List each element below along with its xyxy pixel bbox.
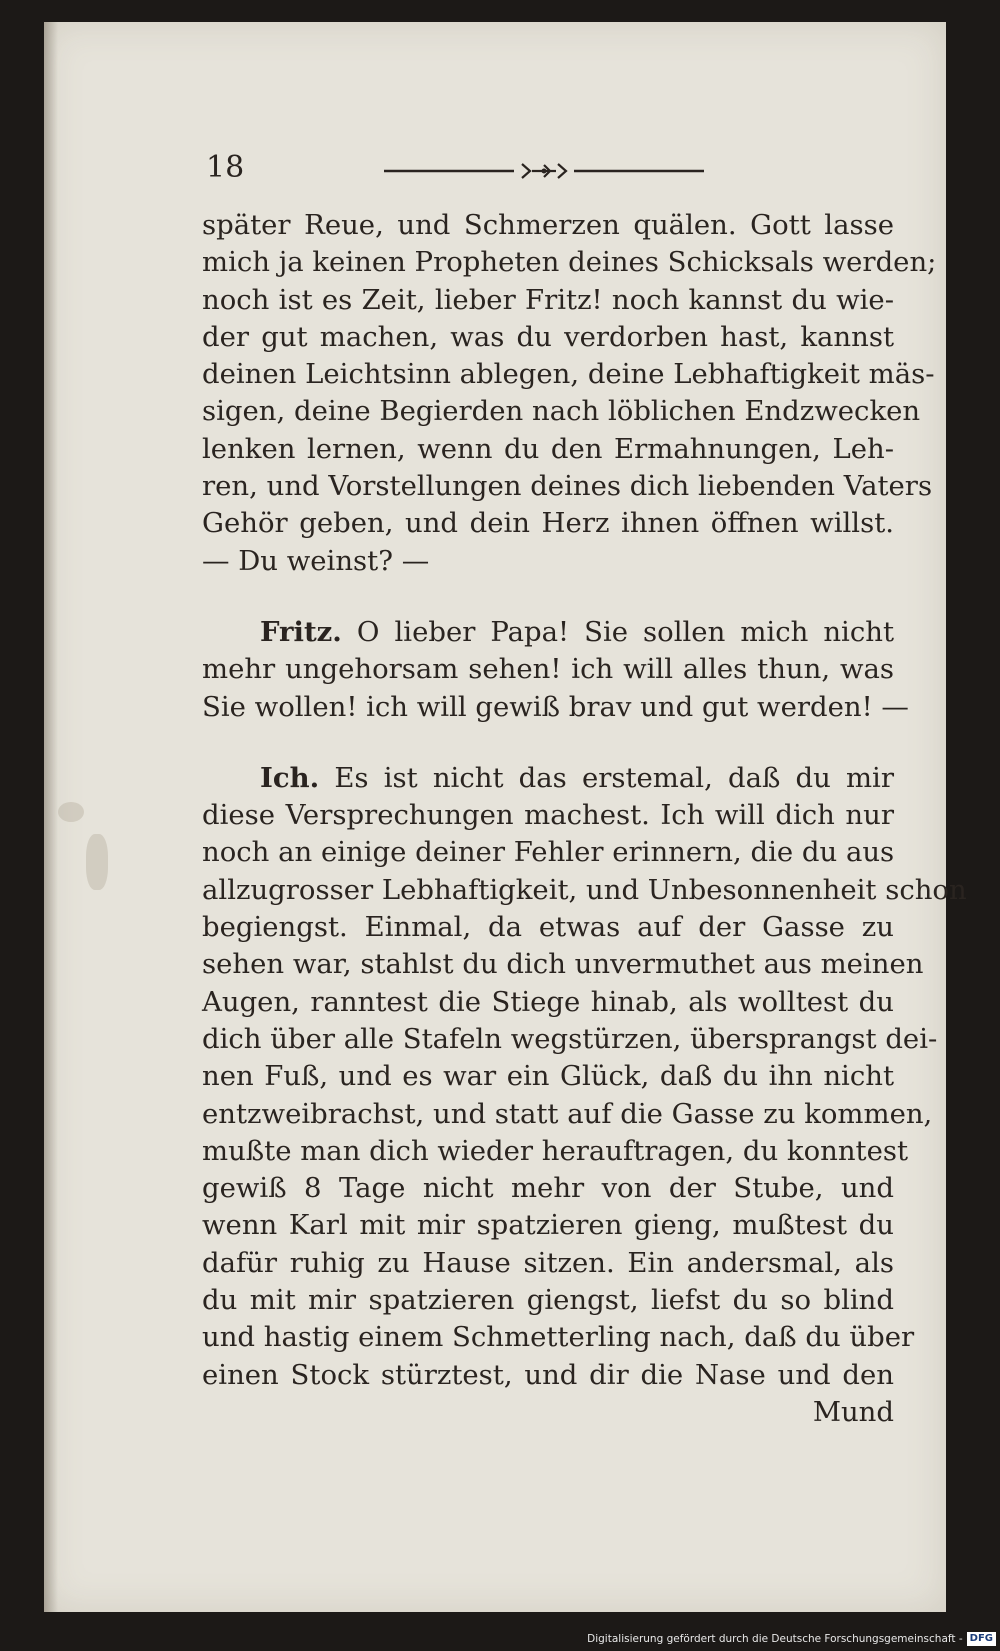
text-line: Gehör geben, und dein Herz ihnen öffnen willst. (202, 507, 894, 540)
dialogue-text: O lieber Papa! Sie sollen mich nicht (356, 615, 894, 648)
text-line: und hastig einem Schmetterling nach, daß du über (202, 1321, 915, 1354)
text-line: ren, und Vorstellungen deines dich liebenden Vaters (202, 470, 933, 503)
digitization-footer (587, 1631, 996, 1647)
text-line: gewiß 8 Tage nicht mehr von der Stube, und (202, 1172, 894, 1205)
text-line: nen Fuß, und es war ein Glück, daß du ihn nicht (202, 1060, 894, 1093)
paragraph-gap (202, 726, 894, 760)
text-line: Augen, ranntest die Stiege hinab, als wolltest du (202, 985, 894, 1018)
dialogue-line-first (202, 760, 894, 797)
catchword: Mund (812, 1395, 894, 1428)
text-line: der gut machen, was du verdorben hast, kannst (202, 320, 894, 353)
text-line: noch an einige deiner Fehler erinnern, die du aus (202, 836, 895, 869)
text-line: du mit mir spatzieren giengst, liefst du so blind (202, 1284, 894, 1317)
text-line: dich über alle Stafeln wegstürzen, übersprangst dei- (202, 1022, 938, 1055)
text-line: einen Stock stürztest, und dir die Nase und den (202, 1358, 894, 1391)
text-line: wenn Karl mit mir spatzieren gieng, mußtest du (202, 1209, 894, 1242)
spine-shadow (44, 22, 58, 1612)
book-page (44, 22, 967, 1612)
text-line: deinen Leichtsinn ablegen, deine Lebhaftigkeit mäs- (202, 358, 935, 391)
text-line: sehen war, stahlst du dich unvermuthet aus meinen (202, 948, 924, 981)
text-line: diese Versprechungen machest. Ich will dich nur (202, 799, 894, 832)
paper-stain (58, 802, 84, 822)
dfg-logo-icon: DFG (967, 1632, 996, 1646)
header-ornament (384, 160, 704, 182)
dialogue-line-first (202, 614, 894, 651)
text-line: entzweibrachst, und statt auf die Gasse zu kommen, (202, 1097, 933, 1130)
text-line: begiengst. Einmal, da etwas auf der Gasse zu (202, 911, 894, 944)
text-line: Sie wollen! ich will gewiß brav und gut werden! — (202, 690, 909, 723)
footer-text: Digitalisierung gefördert durch die Deutsche Forschungsgemeinschaft - (587, 1633, 963, 1645)
text-line: später Reue, und Schmerzen quälen. Gott lasse (202, 209, 894, 241)
body-text (202, 207, 967, 1431)
speaker-name: Fritz. (260, 615, 342, 648)
text-line: mehr ungehorsam sehen! ich will alles thun, was (202, 653, 894, 686)
text-line: mußte man dich wieder herauftragen, du konntest (202, 1134, 909, 1167)
page-number: 18 (206, 150, 245, 185)
paper-stain (86, 834, 108, 890)
text-line: lenken lernen, wenn du den Ermahnungen, Leh- (202, 432, 894, 465)
text-line: sigen, deine Begierden nach löblichen Endzwecken (202, 395, 921, 428)
speaker-name: Ich. (260, 761, 320, 794)
text-line: mich ja keinen Propheten deines Schicksals werden; (202, 246, 937, 279)
text-line: noch ist es Zeit, lieber Fritz! noch kannst du wie- (202, 283, 894, 316)
text-line: dafür ruhig zu Hause sitzen. Ein andersmal, als (202, 1246, 894, 1279)
paragraph-gap (202, 580, 894, 614)
dialogue-text: Es ist nicht das erstemal, daß du mir (334, 761, 894, 794)
text-line: — Du weinst? — (202, 544, 430, 577)
text-line: allzugrosser Lebhaftigkeit, und Unbesonnenheit schon (202, 873, 967, 906)
